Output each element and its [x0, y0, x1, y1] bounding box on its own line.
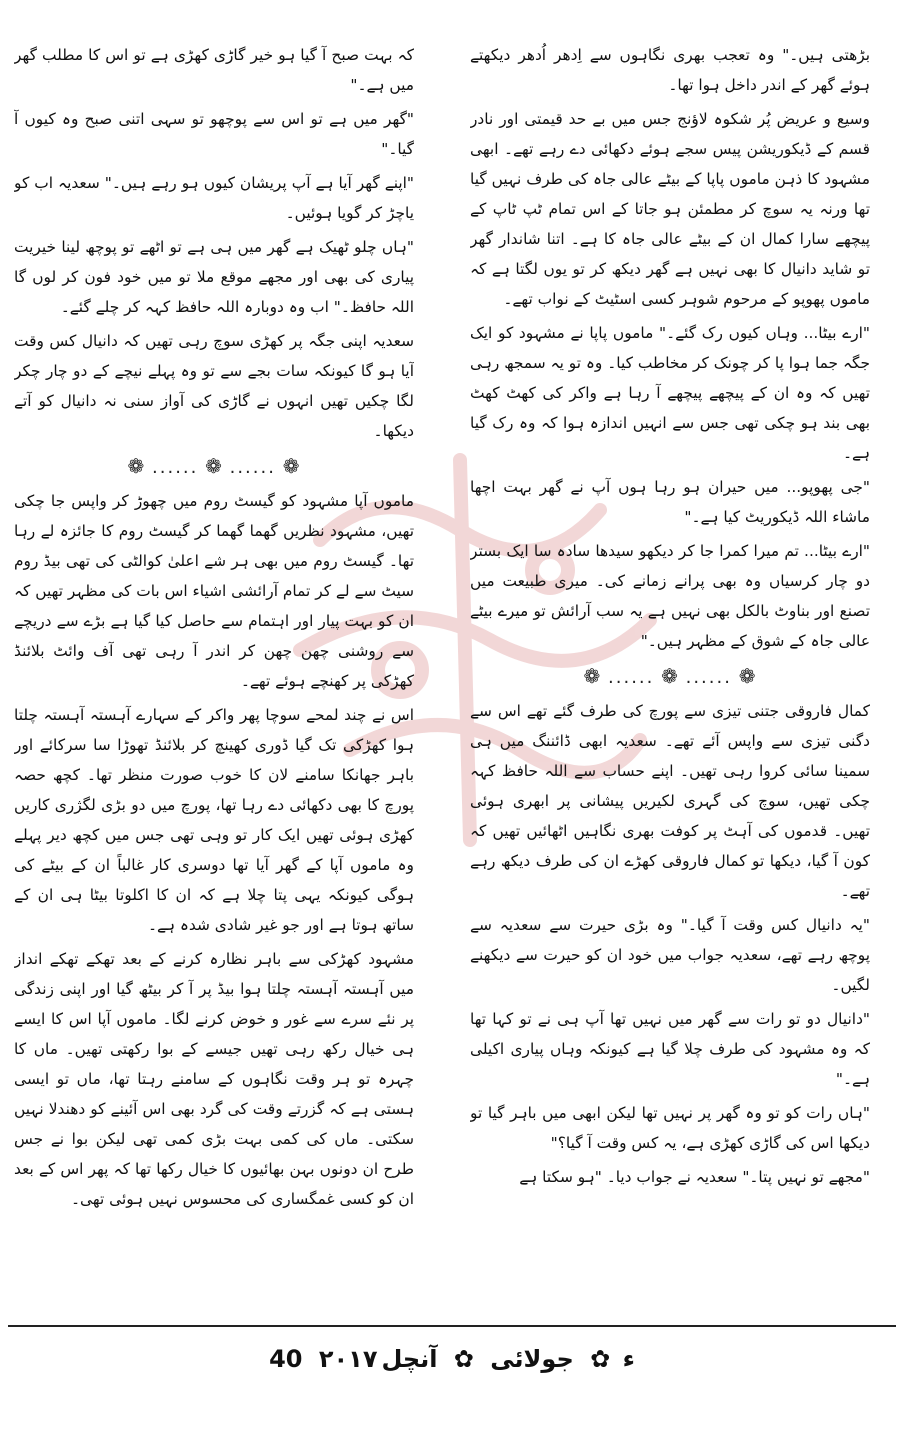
paragraph: سعدیہ اپنی جگہ پر کھڑی سوچ رہی تھیں کہ دانیال کس وقت آیا ہو گا کیونکہ سات بجے سے تو وہ پہلے نیچے کے دو چار چکر لگا چکیں تھیں انہوں نے گاڑی کی آواز سنی نہ دانیال کو آتے دیکھا۔	[14, 332, 414, 440]
footer-divider	[8, 1325, 896, 1327]
paragraph: "جی پھوپو... میں حیران ہو رہا ہوں آپ نے گھر بہت اچھا ماشاء اللہ ڈیکوریٹ کیا ہے۔"	[470, 478, 870, 526]
footer-month: جولائی	[490, 1345, 574, 1373]
paragraph: بڑھتی ہیں۔" وہ تعجب بھری نگاہوں سے اِدھر اُدھر دیکھتے ہوئے گھر کے اندر داخل ہوا تھا۔	[470, 46, 870, 94]
section-separator: ❁ ...... ❁ ...... ❁	[127, 454, 301, 478]
right-column	[470, 40, 870, 1330]
flower-icon: ❁	[127, 454, 146, 478]
page-number: 40	[269, 1345, 303, 1373]
footer-year: ۲۰۱۷ء	[318, 1345, 635, 1373]
paragraph: "یہ دانیال کس وقت آ گیا۔" وہ بڑی حیرت سے سعدیہ سے پوچھ رہے تھے، سعدیہ جواب میں خود ان کو حیرت سے دیکھنے لگیں۔	[470, 916, 870, 994]
paragraph: "ارے بیٹا... تم میرا کمرا جا کر دیکھو سیدھا سادہ سا ایک بستر دو چار کرسیاں وہ بھی پرانے زمانے کی۔ میری طبیعت میں تصنع اور بناوٹ بالکل بھی نہیں ہے یہ سب آرائش تو میرے بیٹے عالی جاہ کے شوق کے مظہر ہیں۔"	[470, 542, 870, 650]
paragraph: وسیع و عریض پُر شکوہ لاؤنج جس میں بے حد قیمتی اور نادر قسم کے ڈیکوریشن پیس سجے ہوئے دکھائی دے رہے تھے۔ ابھی مشہود کا ذہن ماموں پاپا کے بیٹے عالی جاہ کی طرف نہیں گیا تھا ورنہ یہ سوچ کر مطمئن ہو جاتا کے اس تمام ٹپ ٹاپ کے پیچھے سارا کمال ان کے بیٹے عالی جاہ کا ہے۔ اتنا شاندار گھر تو شاید دانیال کا بھی نہیں ہے گھر دیکھ کر تو یوں لگتا ہے کہ ماموں پھوپو کے مرحوم شوہر کسی اسٹیٹ کے نواب تھے۔	[470, 110, 870, 308]
paragraph: "ہاں رات کو تو وہ گھر پر نہیں تھا لیکن ابھی میں باہر گیا تو دیکھا اس کی گاڑی کھڑی ہے، یہ کس وقت آ گیا؟"	[470, 1104, 870, 1152]
paragraph: "دانیال دو تو رات سے گھر میں نہیں تھا آپ ہی نے تو کہا تھا کہ وہ مشہود کی طرف چلا گیا ہے کیونکہ وہاں پیاری اکیلی ہے۔"	[470, 1010, 870, 1088]
flower-icon: ❁	[282, 454, 301, 478]
paragraph: "اپنے گھر آیا ہے آپ پریشان کیوں ہو رہے ہیں۔" سعدیہ اب کو یاچڑ کر گویا ہوئیں۔	[14, 174, 414, 222]
magazine-name: آنچل	[381, 1345, 438, 1373]
ornament-icon: ✿	[453, 1345, 474, 1373]
left-column	[14, 40, 414, 1330]
paragraph: "مجھے تو نہیں پتا۔" سعدیہ نے جواب دیا۔ "ہو سکتا ہے	[519, 1168, 870, 1186]
flower-icon: ❁	[205, 454, 223, 478]
paragraph: ماموں آپا مشہود کو گیسٹ روم میں چھوڑ کر واپس جا چکی تھیں، مشہود نظریں گھما گھما کر گیسٹ روم کا جائزہ لے رہا تھا۔ گیسٹ روم میں بھی ہر شے اعلیٰ کوالٹی کی تھی بیڈ روم سیٹ سے لے کر تمام آرائشی اشیاء اس بات کی مظہر تھیں کہ ان کو بہت پیار اور اہتمام سے حاصل کیا گیا ہے بڑے سے دریچے سے روشنی چھن چھن کر اندر آ رہی تھی آف وائٹ بلائنڈ کھڑکی پر کھنچے ہوئے تھے۔	[14, 492, 414, 690]
paragraph: اس نے چند لمحے سوچا پھر واکر کے سہارے آہستہ آہستہ چلتا ہوا کھڑکی تک گیا ڈوری کھینچ کر بلائنڈ تھوڑا سا سرکائے اور باہر جھانکا سامنے لان کا خوب صورت منظر تھا۔ کچھ حصہ پورچ کا بھی دکھائی دے رہا تھا، پورچ میں دو بڑی لگژری کاریں کھڑی ہوئی تھیں ایک کار تو وہی تھی جس میں کچھ دیر پہلے وہ ماموں آپا کے گھر آیا تھا دوسری کار غالباً ان کے بیٹے کی ہوگی کیونکہ یہی پتا چلا ہے کہ ان کا اکلوتا بیٹا ہی ان کے ساتھ ہوتا ہے اور جو غیر شادی شدہ ہے۔	[14, 706, 414, 934]
flower-icon: ❁	[661, 664, 679, 688]
paragraph: کمال فاروقی جتنی تیزی سے پورچ کی طرف گئے تھے اس سے دگنی تیزی سے واپس آئے تھے۔ سعدیہ ابھی ڈائننگ میں ہی سمینا سائی کروا رہی تھیں۔ اپنے حساب سے اللہ حافظ کہہ چکی تھیں، سوچ کی گہری لکیریں پیشانی پر ابھری ہوئی تھیں۔ قدموں کی آہٹ پر کوفت بھری نگاہیں اٹھائیں تھیں کہ کون آ گیا، دیکھا تو کمال فاروقی کھڑے ان کی طرف دیکھ رہے تھے۔	[470, 702, 870, 900]
paragraph: "ہاں چلو ٹھیک ہے گھر میں ہی ہے تو اٹھے تو پوچھ لینا خیریت پیاری کی بھی اور مجھے موقع ملا تو میں خود فون کر لوں گا اللہ حافظ۔" اب وہ دوبارہ اللہ حافظ کہہ کر چلے گئے۔	[14, 238, 414, 316]
ornament-icon: ✿	[590, 1345, 611, 1373]
flower-icon: ❁	[583, 664, 602, 688]
flower-icon: ❁	[738, 664, 757, 688]
paragraph: "ارے بیٹا... وہاں کیوں رک گئے۔" ماموں پاپا نے مشہود کو ایک جگہ جما ہوا پا کر چونک کر مخاطب کیا۔ وہ تو یہ سمجھ رہی تھیں کہ وہ ان کے پیچھے پیچھے آ رہا ہے واکر کی کھٹ کھٹ بھی بند ہو چکی تھی جس سے انہیں اندازہ ہوا کہ وہ رک گیا ہے۔	[470, 324, 870, 462]
page-footer	[0, 1345, 904, 1373]
paragraph: "گھر میں ہے تو اس سے پوچھو تو سہی اتنی صبح وہ کیوں آ گیا۔"	[14, 110, 414, 158]
paragraph: مشہود کھڑکی سے باہر نظارہ کرنے کے بعد تھکے تھکے انداز میں آہستہ آہستہ چلتا ہوا بیڈ پر آ کر بیٹھ گیا اور اپنی زندگی پر نئے سرے سے غور و خوض کرنے لگا۔ ماموں آپا اس کا ایسے ہی خیال رکھ رہی تھیں جیسے کے بوا رکھتی تھیں۔ ماں کا چہرہ تو ہر وقت نگاہوں کے سامنے رہتا تھا، ماں تو ایسی ہستی ہے کہ گزرتے وقت کی گرد بھی اس آئینے کو دھندلا نہیں سکتی۔ ماں کی کمی بہت بڑی کمی تھی لیکن بوا نے جس طرح ان دونوں بہن بھائیوں کا خیال رکھا تھا کہ پھر اس کے بعد ان کو کسی غمگساری کی محسوس نہیں ہوئی تھی۔	[14, 950, 414, 1208]
paragraph: کہ بہت صبح آ گیا ہو خیر گاڑی کھڑی ہے تو اس کا مطلب گھر میں ہے۔"	[14, 46, 414, 94]
section-separator: ❁ ...... ❁ ...... ❁	[583, 664, 757, 688]
